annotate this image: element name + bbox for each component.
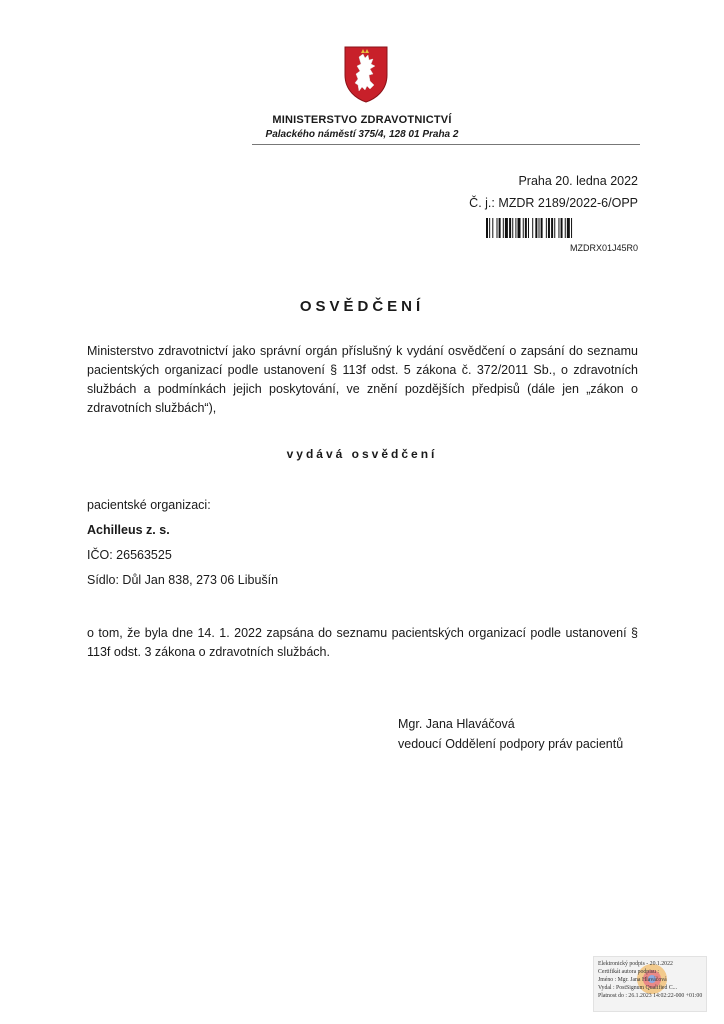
- header-divider: [252, 144, 640, 145]
- reference-number: Č. j.: MZDR 2189/2022-6/OPP: [469, 196, 638, 210]
- document-date: Praha 20. ledna 2022: [518, 174, 638, 188]
- barcode-bar: [497, 218, 498, 238]
- barcode-bar: [551, 218, 553, 238]
- issues-statement: vydává osvědčení: [286, 447, 438, 461]
- esig-line-4: Vydal : PostSignum Qualified C...: [598, 985, 678, 991]
- barcode-bar: [548, 218, 550, 238]
- barcode-bar: [492, 218, 493, 238]
- organization-name: Achilleus z. s.: [87, 523, 170, 537]
- barcode-bar: [518, 218, 521, 238]
- barcode-bar: [515, 218, 516, 238]
- electronic-signature-stamp: [593, 956, 707, 1012]
- barcode-bar: [567, 218, 570, 238]
- barcode-bar: [528, 218, 529, 238]
- barcode-bar: [512, 218, 513, 238]
- barcode-bar: [546, 218, 547, 238]
- barcode-bar: [535, 218, 537, 238]
- barcode-bar: [571, 218, 572, 238]
- outro-paragraph: o tom, že byla dne 14. 1. 2022 zapsána do seznamu pacientských organizací podle ustanovení § 113f odst. 3 zákona o zdravotních službách.: [87, 626, 638, 659]
- barcode-bar: [525, 218, 527, 238]
- signatory-name: Mgr. Jana Hlaváčová: [398, 717, 515, 731]
- barcode-bar: [539, 218, 540, 238]
- barcode-bar: [505, 218, 508, 238]
- barcode-icon: [486, 218, 638, 238]
- barcode-bar: [486, 218, 488, 238]
- esig-line-3: Jméno : Mgr. Jana Hlaváčová: [598, 977, 667, 983]
- barcode-bar: [489, 218, 490, 238]
- barcode-bar: [561, 218, 563, 238]
- barcode-bar: [541, 218, 543, 238]
- esig-line-5: Platnost do : 26.1.2023 14:02:22-000 +01:00: [598, 993, 703, 999]
- esig-line-2: Certifikát autora podpisu :: [598, 969, 660, 975]
- barcode-bar: [509, 218, 511, 238]
- organization-label: pacientské organizaci:: [87, 498, 211, 512]
- barcode-bar: [565, 218, 566, 238]
- coat-of-arms-icon: [343, 45, 389, 103]
- barcode-text: MZDRX01J45R0: [569, 243, 638, 253]
- organization-ico: IČO: 26563525: [87, 548, 172, 562]
- barcode-bar: [532, 218, 533, 238]
- ministry-name: MINISTERSTVO ZDRAVOTNICTVÍ: [272, 114, 452, 126]
- intro-paragraph: Ministerstvo zdravotnictví jako správní orgán příslušný k vydání osvědčení o zapsání do seznamu pacientských organizací podle ustanovení § 113f odst. 5 zákona č. 372/2011 Sb., o zdravotních službách a podmínkách jejich poskytování, ve znění pozdějších předpisů (dále jen „zákon o zdravotních službách“),: [87, 344, 638, 415]
- barcode-bar: [499, 218, 501, 238]
- barcode-bar: [523, 218, 524, 238]
- esig-line-1: Elektronický podpis - 20.1.2022: [598, 961, 673, 967]
- barcode-bar: [558, 218, 559, 238]
- organization-seat: Sídlo: Důl Jan 838, 273 06 Libušín: [87, 573, 279, 587]
- signatory-role: vedoucí Oddělení podpory práv pacientů: [398, 737, 624, 751]
- barcode-bar: [503, 218, 504, 238]
- document-title: OSVĚDČENÍ: [299, 298, 425, 315]
- barcode-bar: [554, 218, 555, 238]
- ministry-address: Palackého náměstí 375/4, 128 01 Praha 2: [265, 129, 459, 140]
